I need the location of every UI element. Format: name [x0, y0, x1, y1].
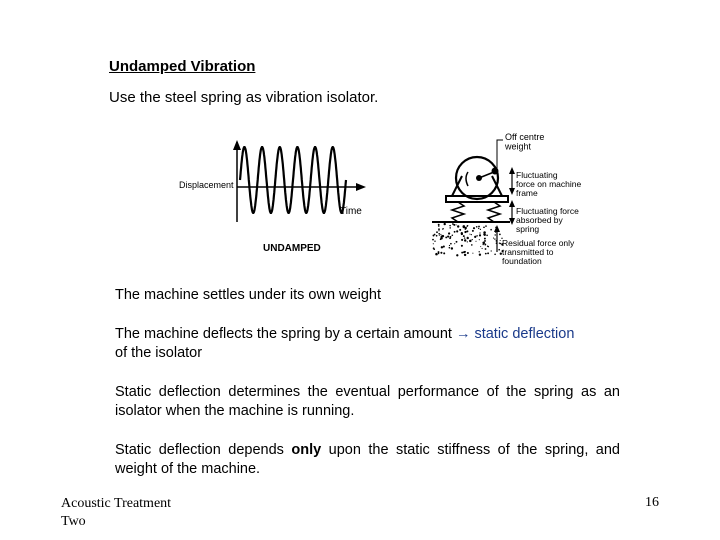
undamped-waveform-plot [179, 140, 366, 254]
paragraph-deflects-end: of the isolator [115, 345, 203, 361]
label-off-centre-weight: Off centre weight [505, 132, 545, 152]
paragraph-depends-end: upon the static stiffness of the spring, and weight of the machine. [115, 442, 620, 477]
displacement-wave [240, 147, 346, 213]
label-force-on-frame: Fluctuating force on machine frame [516, 170, 582, 198]
waveform-caption: UNDAMPED [263, 243, 321, 254]
paragraph-depends [115, 441, 620, 479]
footer-title-line2: Two [61, 514, 86, 529]
label-force-absorbed: Fluctuating force absorbed by spring [516, 206, 579, 234]
paragraph-performance: Static deflection determines the eventual performance of the spring as an isolator when the machine is running. [115, 384, 620, 419]
paragraph-depends-start: Static deflection depends [115, 442, 292, 458]
slide-heading: Undamped Vibration [109, 58, 256, 75]
machine-isolator-diagram [432, 132, 581, 266]
paragraph-deflects [115, 325, 620, 363]
label-residual-force: Residual force only transmitted to foundation [502, 238, 575, 266]
paragraph-deflects-text: The machine deflects the spring by a certain amount [115, 326, 456, 342]
x-axis-arrow-icon [356, 183, 366, 191]
slide-subtitle: Use the steel spring as vibration isolator. [109, 89, 379, 106]
left-spring [452, 202, 464, 222]
paragraph-settles: The machine settles under its own weight [115, 287, 381, 303]
right-spring [488, 202, 500, 222]
y-axis-arrow-icon [233, 140, 241, 150]
page-number: 16 [645, 495, 659, 510]
footer-title-line1: Acoustic Treatment [61, 496, 172, 511]
arrow-right-icon: → [455, 326, 471, 342]
static-deflection-term: static deflection [474, 326, 575, 342]
footer-title [61, 495, 171, 531]
y-axis-label: Displacement [179, 180, 234, 190]
emphasis-only: only [291, 442, 322, 458]
x-axis-label: Time [340, 206, 362, 217]
